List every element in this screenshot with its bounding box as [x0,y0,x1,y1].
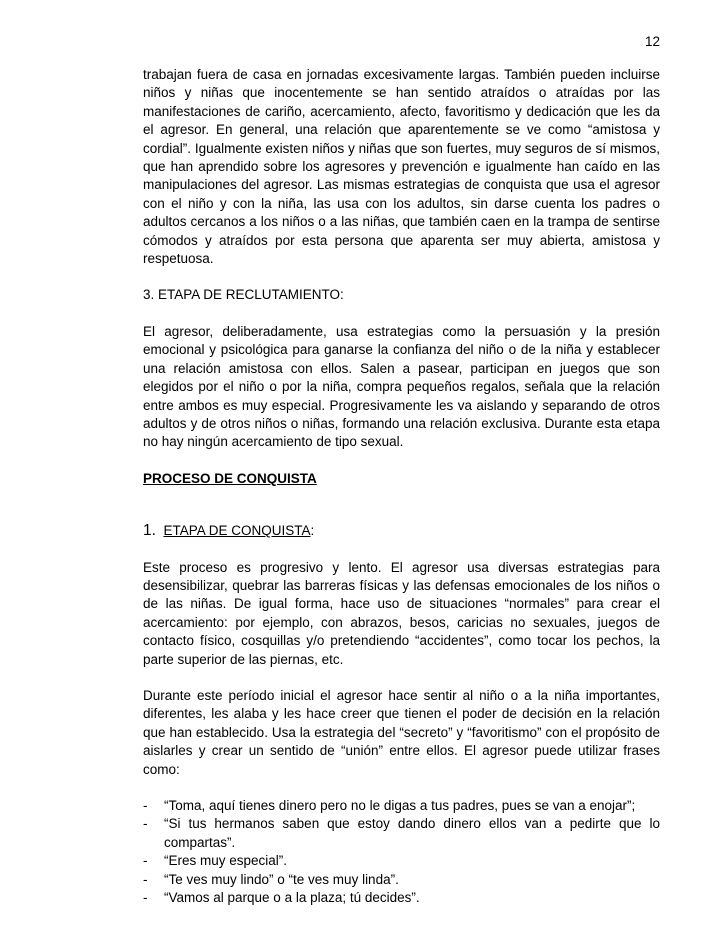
heading-etapa-reclutamiento: 3. ETAPA DE RECLUTAMIENTO: [143,287,344,303]
list-item [143,797,660,815]
list-item [143,852,660,870]
list-item-text: “Eres muy especial”. [164,853,288,869]
list-dash: - [143,798,148,813]
heading-proceso-conquista: PROCESO DE CONQUISTA [143,470,317,486]
list-dash: - [143,816,148,832]
section-number: 1. [143,522,156,540]
paragraph-reclutamiento: El agresor, deliberadamente, usa estrategias como la persuasión y la presión emocional y psicológica para ganarse la confianza del niño o de la niña y establecer una relación amistosa con ellos. Salen a pasear, participan en juegos que son elegidos por el niño o por la niña, compra pequeños regalos, señala que la relación entre ambos es muy especial. Progresivamente les va aislando y separando de otros adultos y de otros niños o niñas, formando una relación exclusiva. Durante esta etapa no hay ningún acercamiento de tipo sexual. [143,323,660,450]
list-item [143,889,660,907]
list-item-text: “Si tus hermanos saben que estoy dando dinero ellos van a pedirte que lo compartas”. [164,816,660,850]
page-content [143,66,660,907]
list-item-text: “Te ves muy lindo” o “te ves muy linda”. [164,871,399,887]
section-colon: : [310,523,315,539]
paragraph-intro: trabajan fuera de casa en jornadas excesivamente largas. También pueden incluirse niños y niñas que inocentemente se han sentido atraídos o atraídas por las manifestaciones de cariño, acercamiento, afecto, favoritismo y dedicación que les da el agresor. En general, una relación que aparentemente se ve como “amistosa y cordial”. Igualmente existen niños y niñas que son fuertes, muy seguros de sí mismos, que han aprendido sobre los agresores y prevención e igualmente han caído en las manipulaciones del agresor. Las mismas estrategias de conquista que usa el agresor con el niño y con la niña, las usa con los adultos, sin darse cuenta los padres o adultos cercanos a los niños o a las niñas, que también caen en la trampa de sentirse cómodos y atraídos por esta persona que aparenta ser muy abierta, amistosa y respetuosa. [143,67,660,267]
list-dash: - [143,890,148,906]
paragraph-conquista-periodo: Durante este período inicial el agresor hace sentir al niño o a la niña importantes, diferentes, les alaba y les hace creer que tienen el poder de decisión en la relación que han establecido. Usa la estrategia del “secreto” y “favoritismo” con el propósito de aislarles y crear un sentido de “unión” entre ellos. El agresor puede utilizar frases como: [143,687,660,777]
page-number: 12 [644,34,660,49]
list-item [143,815,660,852]
list-item [143,871,660,889]
list-item-text: “Vamos al parque o a la plaza; tú decides”. [164,890,420,906]
section-title: ETAPA DE CONQUISTA [163,523,311,539]
list-dash: - [143,853,148,869]
paragraph-conquista-proceso: Este proceso es progresivo y lento. El agresor usa diversas estrategias para desensibilizar, quebrar las barreras físicas y las defensas emocionales de los niños o de las niñas. De igual forma, hace uso de situaciones “normales” para crear el acercamiento: por ejemplo, con abrazos, besos, caricias no sexuales, juegos de contacto físico, cosquillas y/o pretendiendo “accidentes”, como tocar los pechos, la parte superior de las piernas, etc. [143,559,660,667]
heading-etapa-conquista [143,522,660,540]
list-item-text: “Toma, aquí tienes dinero pero no le digas a tus padres, pues se van a enojar”; [164,798,636,813]
quote-list [143,797,660,907]
list-dash: - [143,871,148,887]
